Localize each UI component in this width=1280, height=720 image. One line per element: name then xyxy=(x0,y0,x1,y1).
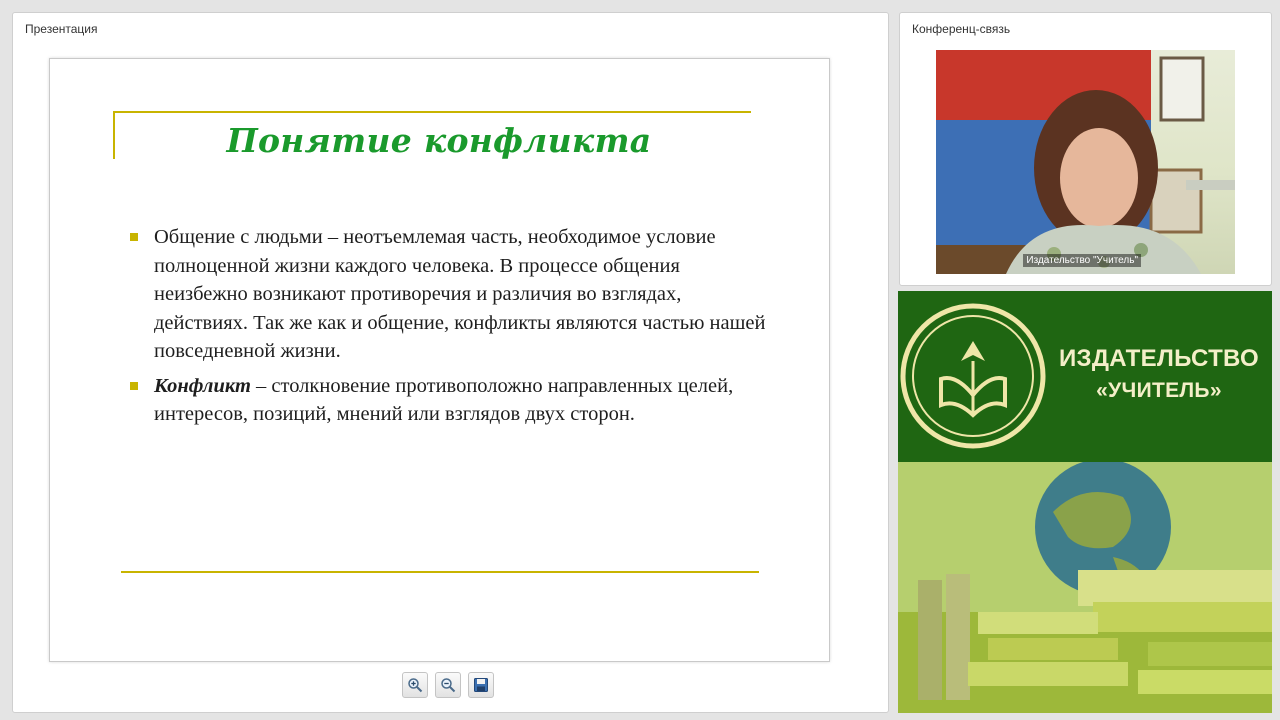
banner-line-1: ИЗДАТЕЛЬСТВО xyxy=(1058,345,1260,372)
slide-bullet-text: – столкновение противоположно направленных целей, интересов, позиций, мнений или взглядов двух сторон. xyxy=(154,374,734,425)
save-button[interactable] xyxy=(468,672,494,698)
slide-top-divider xyxy=(113,111,751,113)
slide-bottom-divider xyxy=(121,571,759,573)
banner-books-image xyxy=(898,462,1272,713)
slide-bullet-list xyxy=(130,223,770,435)
banner-header xyxy=(898,291,1272,462)
slide-title: Понятие конфликта xyxy=(226,121,652,160)
slide-bullet xyxy=(130,372,770,429)
video-participant-label: Издательство "Учитель" xyxy=(1023,254,1141,267)
publisher-logo-icon xyxy=(898,291,1048,462)
magnifier-minus-icon xyxy=(440,677,456,693)
webcam-image xyxy=(936,50,1235,274)
slide-bullet xyxy=(130,223,770,366)
slide-bullet-text: Общение с людьми – неотъемлемая часть, необходимое условие полноценной жизни каждого человека. В процессе общения неизбежно возникают противоречия и различия во взглядах, действиях. Так же как и общение, конфликты являются частью нашей повседневной жизни. xyxy=(154,226,766,362)
presentation-slide xyxy=(49,58,830,662)
floppy-disk-icon xyxy=(473,677,489,693)
slide-bullet-term: Конфликт xyxy=(154,374,251,397)
magnifier-plus-icon xyxy=(407,677,423,693)
conference-panel xyxy=(899,12,1272,286)
presentation-panel-title: Презентация xyxy=(25,22,98,36)
zoom-in-button[interactable] xyxy=(402,672,428,698)
books-globe-image xyxy=(898,462,1272,713)
bullet-square-icon xyxy=(130,233,138,241)
publisher-banner xyxy=(898,291,1272,713)
zoom-out-button[interactable] xyxy=(435,672,461,698)
presentation-panel xyxy=(12,12,889,713)
bullet-square-icon xyxy=(130,382,138,390)
conference-panel-title: Конференц-связь xyxy=(912,22,1011,36)
banner-line-2: «УЧИТЕЛЬ» xyxy=(1096,379,1222,402)
banner-publisher-name xyxy=(1048,343,1270,407)
video-feed[interactable] xyxy=(936,50,1235,274)
presentation-toolbar xyxy=(402,672,494,698)
